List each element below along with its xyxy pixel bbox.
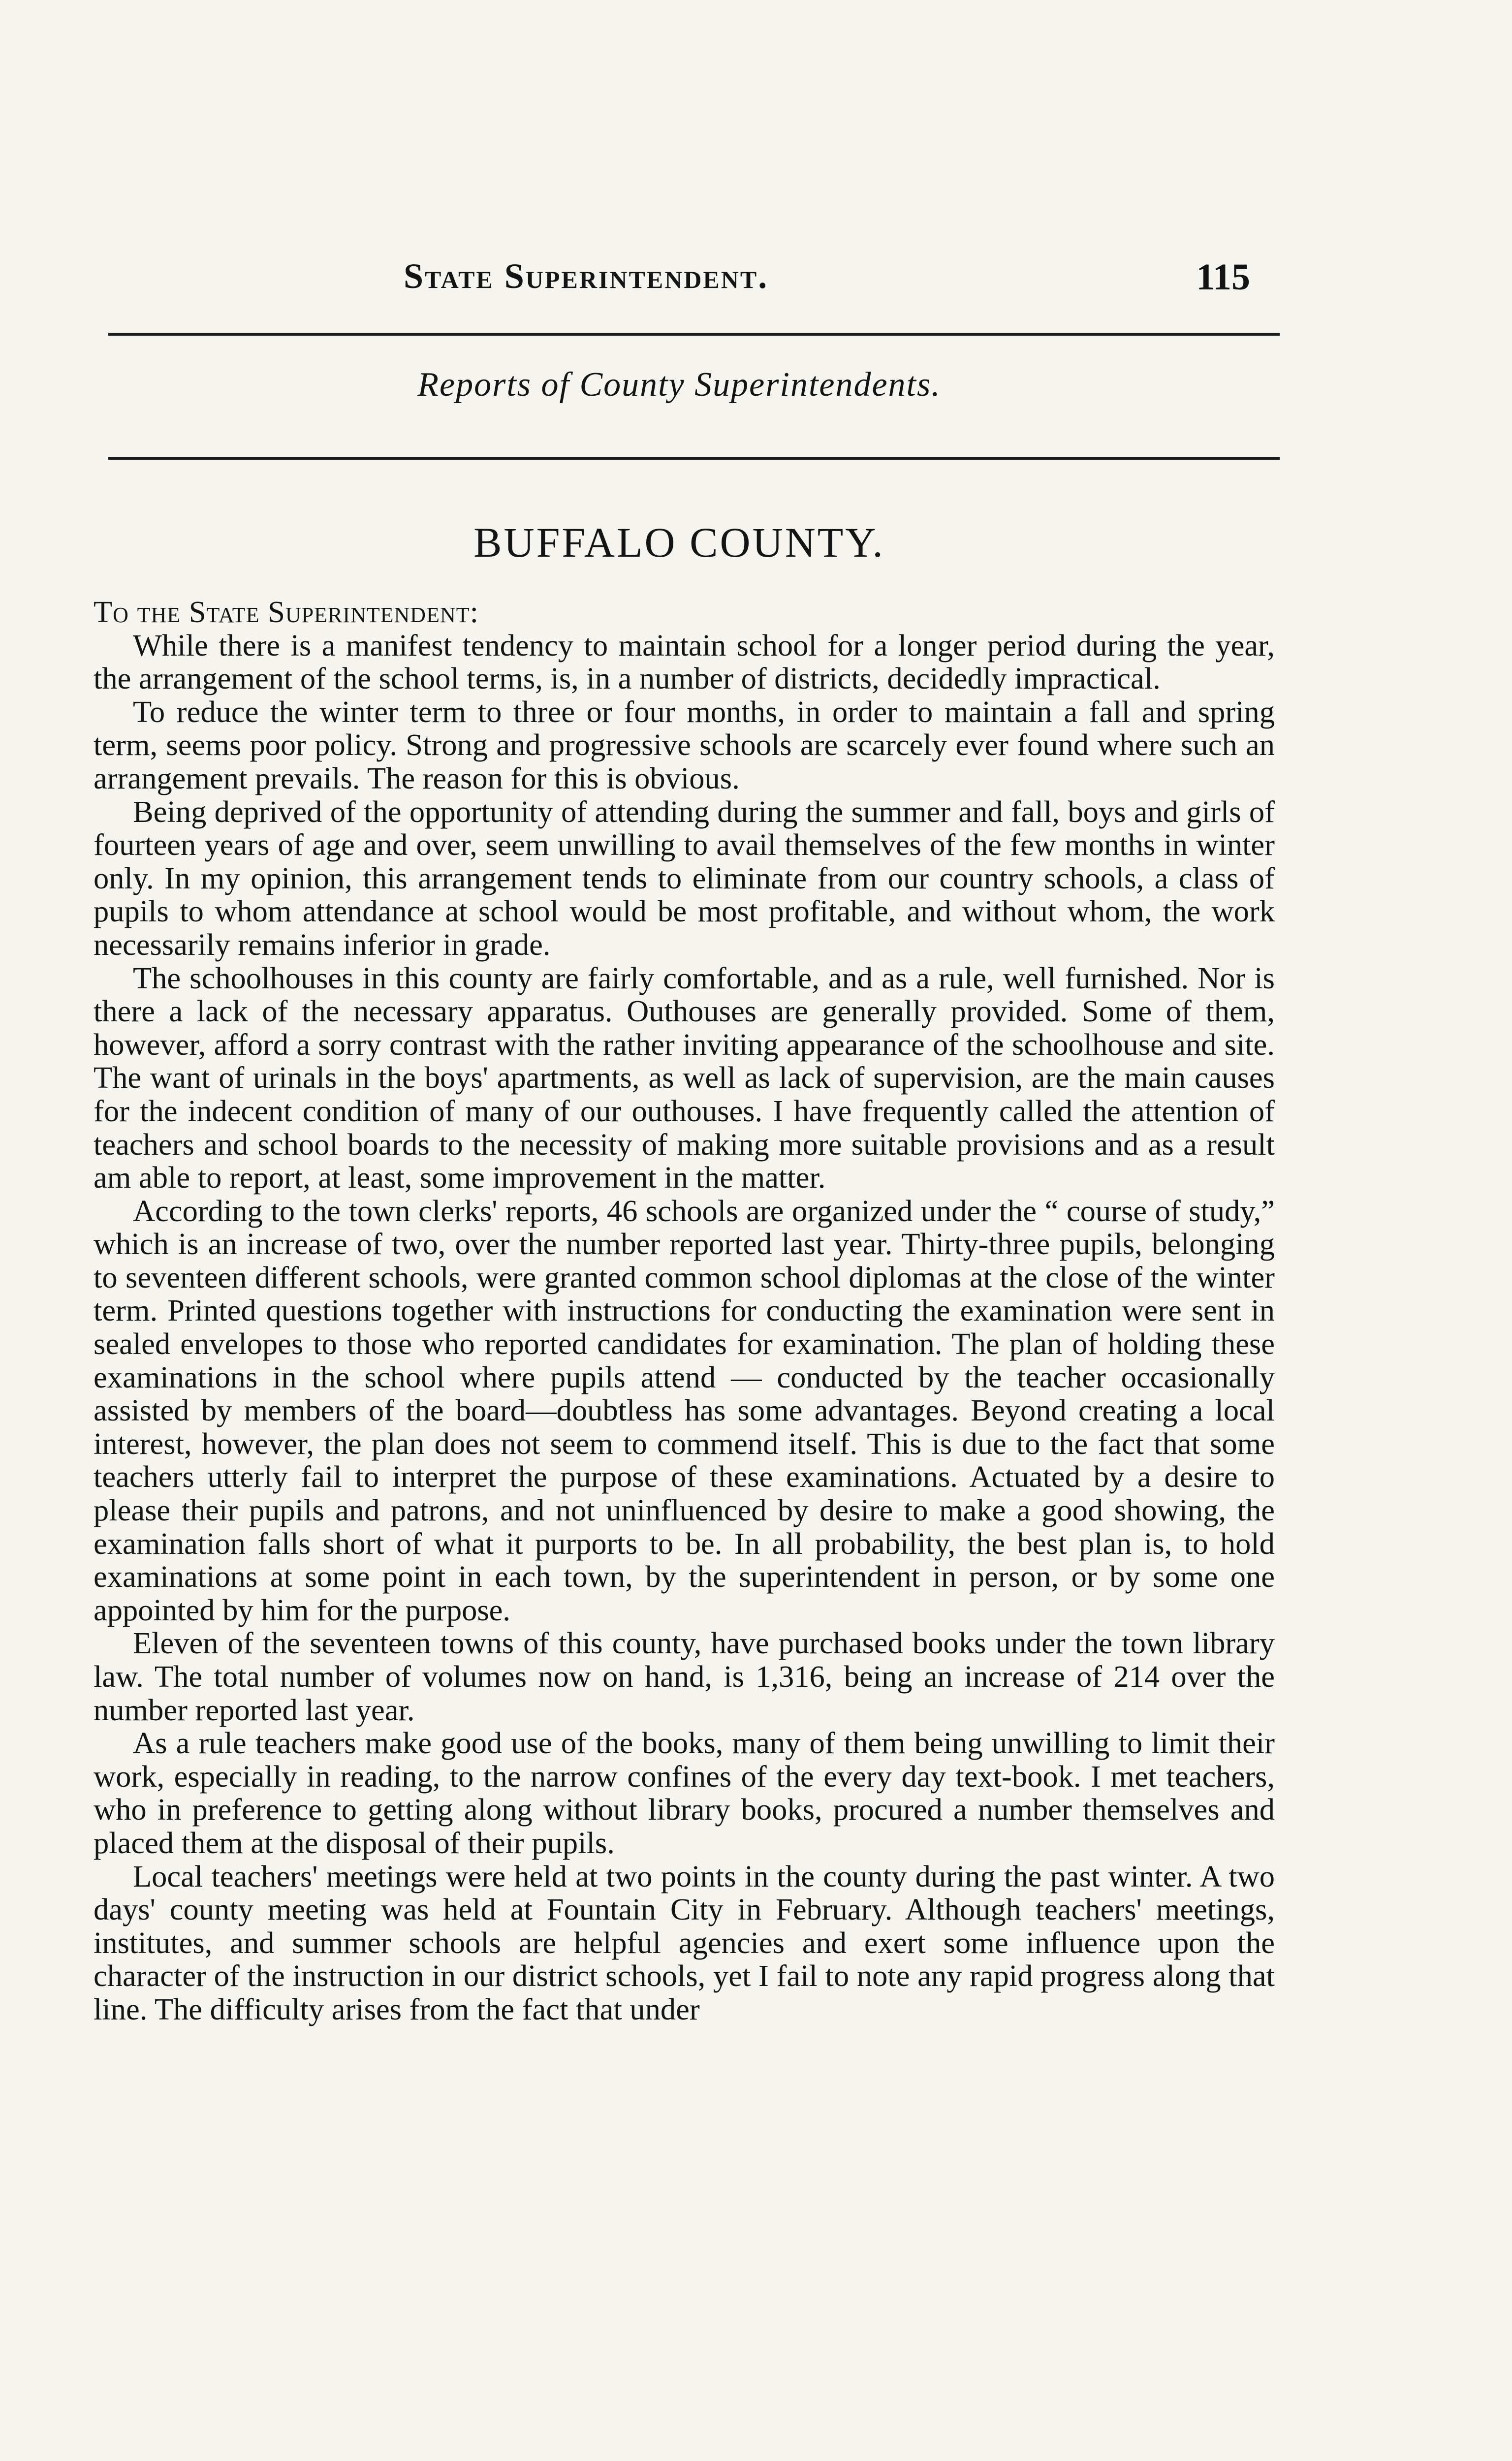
paragraph: The schoolhouses in this county are fairly comfortable, and as a rule, well furnished. Nor is there a lack of the necessary apparatus. Outhouses are generally provided. Some of them, however, afford a sorry contrast with the rather inviting appearance of the schoolhouse and site. The want of urinals in the boys' apartments, as well as lack of supervision, are the main causes for the indecent condition of many of our outhouses. I have frequently called the attention of teachers and school boards to the necessity of making more suitable provisions and as a result am able to report, at least, some improvement in the matter. [94,960,1275,1195]
paragraph: Eleven of the seventeen towns of this county, have purchased books under the town library law. The total number of volumes now on hand, is 1,316, being an increase of 214 over the number reported last year. [94,1626,1275,1727]
county-heading: BUFFALO COUNTY. [473,519,885,566]
paragraph: Local teachers' meetings were held at two points in the county during the past winter. A two days' county meeting was held at Fountain City in February. Although teachers' meetings, institutes, and summer schools are helpful agencies and exert some influence upon the character of the instruction in our district schools, yet I fail to note any rapid progress along that line. The difficulty arises from the fact that under [94,1859,1275,2026]
bottom-rule [108,457,1280,460]
section-title: Reports of County Superintendents. [417,366,941,404]
paragraph: While there is a manifest tendency to maintain school for a longer period during the year, the arrangement of the school terms, is, in a number of districts, decidedly impractical. [94,628,1275,696]
report-letter [94,596,1275,2026]
document-page [69,0,1290,2461]
paragraph: Being deprived of the opportunity of attending during the summer and fall, boys and girls of fourteen years of age and over, seem unwilling to avail themselves of the few months in winter only. In my opinion, this arrangement tends to eliminate from our country schools, a class of pupils to whom attendance at school would be most profitable, and without whom, the work necessarily remains inferior in grade. [94,794,1275,962]
paragraph: According to the town clerks' reports, 46 schools are organized under the “ course of study,” which is an increase of two, over the number reported last year. Thirty-three pupils, belonging to seventeen different schools, were granted common school diplomas at the close of the winter term. Printed questions together with instructions for conducting the examination were sent in sealed envelopes to those who reported candidates for examination. The plan of holding these examinations in the school where pupils attend — conducted by the teacher occasionally assisted by members of the board—doubtless has some advantages. Beyond creating a local interest, however, the plan does not seem to commend itself. This is due to the fact that some teachers utterly fail to interpret the purpose of these examinations. Actuated by a desire to please their pupils and patrons, and not uninfluenced by desire to make a good showing, the examination falls short of what it purports to be. In all probability, the best plan is, to hold examinations at some point in each town, by the superintendent in person, or by some one appointed by him for the purpose. [94,1193,1275,1627]
page-number: 115 [1196,256,1250,298]
running-title: State Superintendent. [404,256,769,296]
salutation: To the State Superintendent: [94,595,479,629]
running-header [69,246,1290,300]
paragraph: To reduce the winter term to three or four months, in order to maintain a fall and spring term, seems poor policy. Strong and progressive schools are scarcely ever found where such an arrangement prevails. The reason for this is obvious. [94,694,1275,795]
top-rule [108,333,1280,336]
paragraph: As a rule teachers make good use of the books, many of them being unwilling to limit their work, especially in reading, to the narrow confines of the every day text-book. I met teachers, who in preference to getting along without library books, procured a number themselves and placed them at the disposal of their pupils. [94,1726,1275,1860]
